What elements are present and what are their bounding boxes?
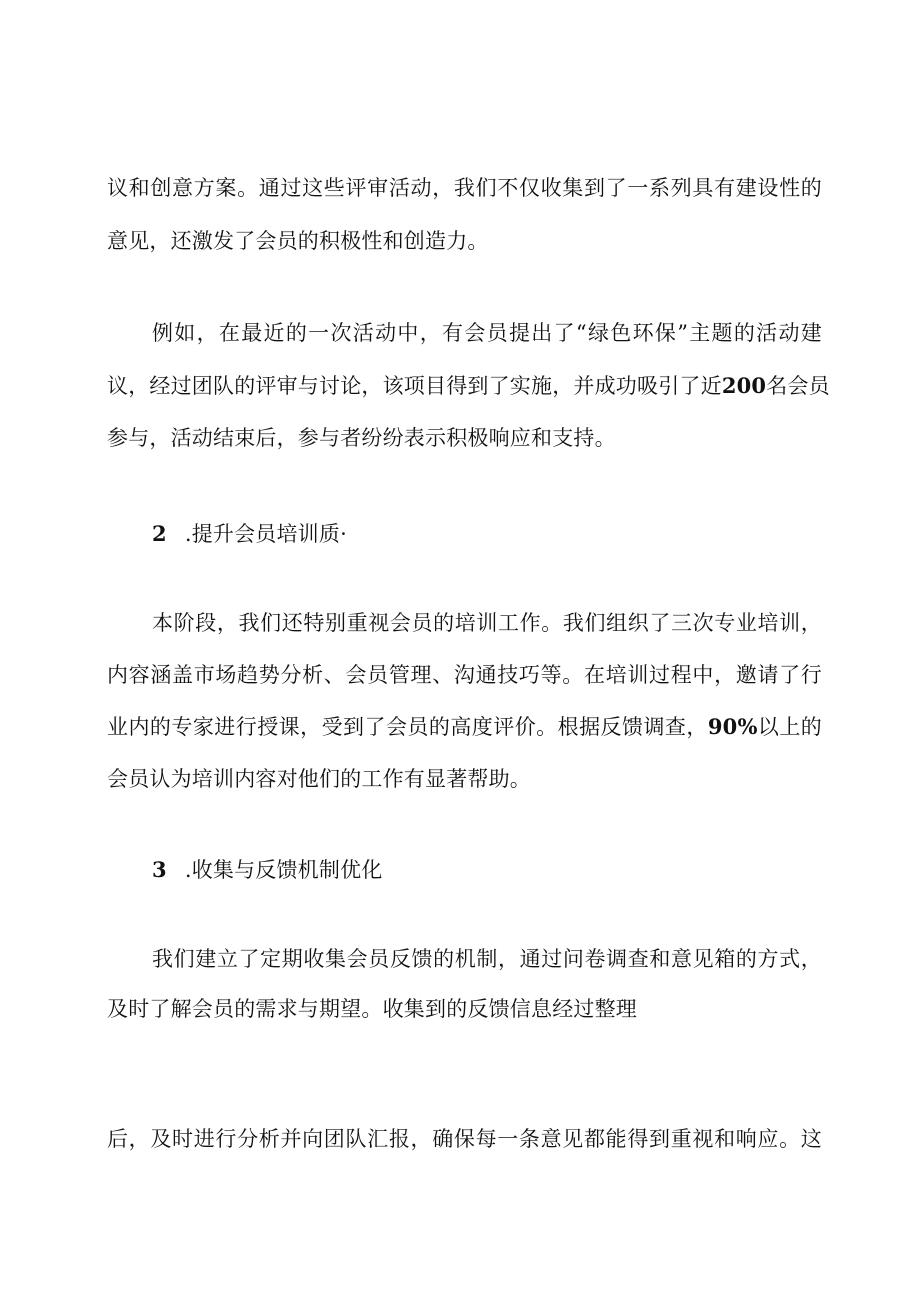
paragraph-2-line-2-text-a: 议，经过团队的评审与讨论，该项目得到了实施，并成功吸引了近 — [107, 374, 722, 398]
section-heading-3 — [152, 855, 867, 885]
paragraph-3-line-1: 本阶段，我们还特别重视会员的培训工作。我们组织了三次专业培训， — [152, 611, 822, 635]
paragraph-5-line-1: 后，及时进行分析并向团队汇报，确保每一条意见都能得到重视和响应。这 — [107, 1127, 822, 1151]
section-heading-3-number: 3 — [152, 857, 167, 882]
paragraph-1-line-2: 意见，还激发了会员的积极性和创造力。 — [107, 229, 489, 253]
member-count-number: 200 — [721, 373, 767, 398]
paragraph-2-line-3: 参与，活动结束后，参与者纷纷表示积极响应和支持。 — [107, 426, 616, 450]
paragraph-3-line-2: 内容涵盖市场趋势分析、会员管理、沟通技巧等。在培训过程中，邀请了行 — [107, 663, 822, 687]
satisfaction-percent: 90% — [707, 714, 758, 739]
section-heading-3-title: .收集与反馈机制优化 — [184, 858, 383, 882]
paragraph-3-line-3 — [107, 712, 822, 742]
paragraph-3-line-3-text-a: 业内的专家进行授课，受到了会员的高度评价。根据反馈调查， — [107, 715, 708, 739]
paragraph-1-line-1: 议和创意方案。通过这些评审活动，我们不仅收集到了一系列具有建设性的 — [107, 176, 822, 200]
paragraph-4-line-2: 及时了解会员的需求与期望。收集到的反馈信息经过整理 — [107, 997, 637, 1021]
paragraph-4-line-1: 我们建立了定期收集会员反馈的机制，通过问卷调查和意见箱的方式， — [152, 947, 822, 971]
paragraph-3-line-4: 会员认为培训内容对他们的工作有显著帮助。 — [107, 767, 531, 791]
paragraph-3-line-3-text-b: 以上的 — [757, 715, 822, 739]
section-heading-2-number: 2 — [152, 521, 167, 546]
paragraph-2-line-2 — [107, 371, 830, 401]
paragraph-2-line-1: 例如，在最近的一次活动中，有会员提出了“绿色环保”主题的活动建 — [152, 321, 822, 345]
section-heading-2-title: .提升会员培训质· — [184, 522, 347, 546]
section-heading-2 — [152, 519, 867, 549]
paragraph-2-line-2-text-b: 名会员 — [766, 374, 830, 398]
